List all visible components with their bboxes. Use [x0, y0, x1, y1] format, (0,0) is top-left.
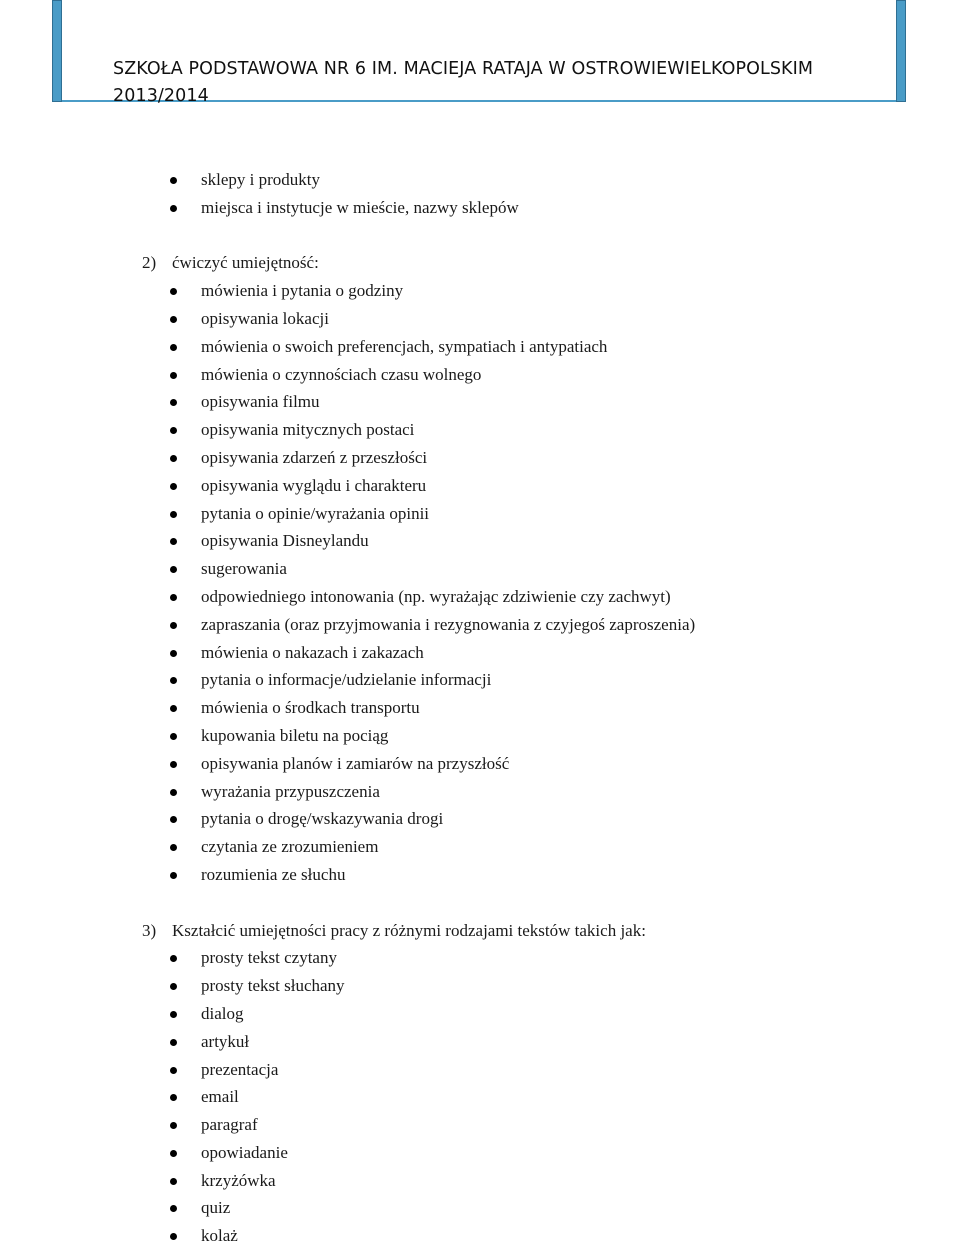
bullet-icon: [170, 205, 177, 212]
bullet-icon: [170, 761, 177, 768]
bullet-icon: [170, 1094, 177, 1101]
section-2-list: [0, 277, 960, 889]
page-header: [113, 56, 813, 110]
bullet-icon: [170, 789, 177, 796]
section-3-heading: [0, 917, 960, 945]
list-item: prosty tekst czytany: [0, 944, 960, 972]
list-item: opisywania planów i zamiarów na przyszłość: [0, 750, 960, 778]
list-item: pytania o opinie/wyrażania opinii: [0, 500, 960, 528]
bullet-icon: [170, 427, 177, 434]
list-top: [0, 166, 960, 222]
bullet-icon: [170, 844, 177, 851]
bullet-icon: [170, 705, 177, 712]
bullet-icon: [170, 1150, 177, 1157]
list-item: kupowania biletu na pociąg: [0, 722, 960, 750]
list-item: kolaż: [0, 1222, 960, 1250]
list-item: opisywania wyglądu i charakteru: [0, 472, 960, 500]
list-item: opowiadanie: [0, 1139, 960, 1167]
bullet-icon: [170, 511, 177, 518]
bullet-icon: [170, 733, 177, 740]
bullet-icon: [170, 622, 177, 629]
bullet-icon: [170, 983, 177, 990]
list-item: prosty tekst słuchany: [0, 972, 960, 1000]
list-item: sugerowania: [0, 555, 960, 583]
section-title: ćwiczyć umiejętność:: [172, 253, 319, 273]
bullet-icon: [170, 1122, 177, 1129]
section-number: 3): [142, 920, 157, 940]
bullet-icon: [170, 955, 177, 962]
list-item: mówienia o czynnościach czasu wolnego: [0, 361, 960, 389]
bullet-icon: [170, 483, 177, 490]
bullet-icon: [170, 399, 177, 406]
bullet-icon: [170, 1039, 177, 1046]
list-item: opisywania zdarzeń z przeszłości: [0, 444, 960, 472]
list-item: mówienia i pytania o godziny: [0, 277, 960, 305]
list-item: krzyżówka: [0, 1167, 960, 1195]
bullet-icon: [170, 1067, 177, 1074]
list-item: rozumienia ze słuchu: [0, 861, 960, 889]
bullet-icon: [170, 372, 177, 379]
bullet-icon: [170, 1011, 177, 1018]
list-item: email: [0, 1083, 960, 1111]
section-title: Kształcić umiejętności pracy z różnymi rodzajami tekstów takich jak:: [172, 920, 646, 940]
list-item: pytania o drogę/wskazywania drogi: [0, 805, 960, 833]
header-right-bar: [896, 0, 906, 102]
header-left-bar: [52, 0, 62, 102]
list-item: sklepy i produkty: [0, 166, 960, 194]
bullet-icon: [170, 177, 177, 184]
header-school-year: 2013/2014: [113, 86, 209, 106]
bullet-icon: [170, 1178, 177, 1185]
list-item: opisywania Disneylandu: [0, 527, 960, 555]
bullet-icon: [170, 816, 177, 823]
list-item: mówienia o środkach transportu: [0, 694, 960, 722]
list-item: artykuł: [0, 1028, 960, 1056]
bullet-icon: [170, 538, 177, 545]
section-3-list: [0, 944, 960, 1250]
bullet-icon: [170, 1233, 177, 1240]
bullet-icon: [170, 288, 177, 295]
list-item: quiz: [0, 1194, 960, 1222]
section-2-heading: [0, 249, 960, 277]
list-item: opisywania filmu: [0, 388, 960, 416]
bullet-icon: [170, 677, 177, 684]
list-item: miejsca i instytucje w mieście, nazwy sklepów: [0, 194, 960, 222]
list-item: czytania ze zrozumieniem: [0, 833, 960, 861]
section-number: 2): [142, 253, 157, 273]
bullet-icon: [170, 344, 177, 351]
list-item: mówienia o swoich preferencjach, sympatiach i antypatiach: [0, 333, 960, 361]
list-item: zapraszania (oraz przyjmowania i rezygnowania z czyjegoś zaproszenia): [0, 611, 960, 639]
list-item: wyrażania przypuszczenia: [0, 778, 960, 806]
list-item: opisywania mitycznych postaci: [0, 416, 960, 444]
bullet-icon: [170, 872, 177, 879]
bullet-icon: [170, 650, 177, 657]
bullet-icon: [170, 455, 177, 462]
list-item: dialog: [0, 1000, 960, 1028]
bullet-icon: [170, 1205, 177, 1212]
document-body: [0, 166, 960, 1250]
bullet-icon: [170, 316, 177, 323]
list-item: opisywania lokacji: [0, 305, 960, 333]
list-item: mówienia o nakazach i zakazach: [0, 639, 960, 667]
list-item: paragraf: [0, 1111, 960, 1139]
bullet-icon: [170, 566, 177, 573]
list-item: odpowiedniego intonowania (np. wyrażając zdziwienie czy zachwyt): [0, 583, 960, 611]
list-item: prezentacja: [0, 1056, 960, 1084]
header-school-name: SZKOŁA PODSTAWOWA NR 6 IM. MACIEJA RATAJA W OSTROWIEWIELKOPOLSKIM: [113, 59, 814, 79]
list-item: pytania o informacje/udzielanie informacji: [0, 666, 960, 694]
bullet-icon: [170, 594, 177, 601]
